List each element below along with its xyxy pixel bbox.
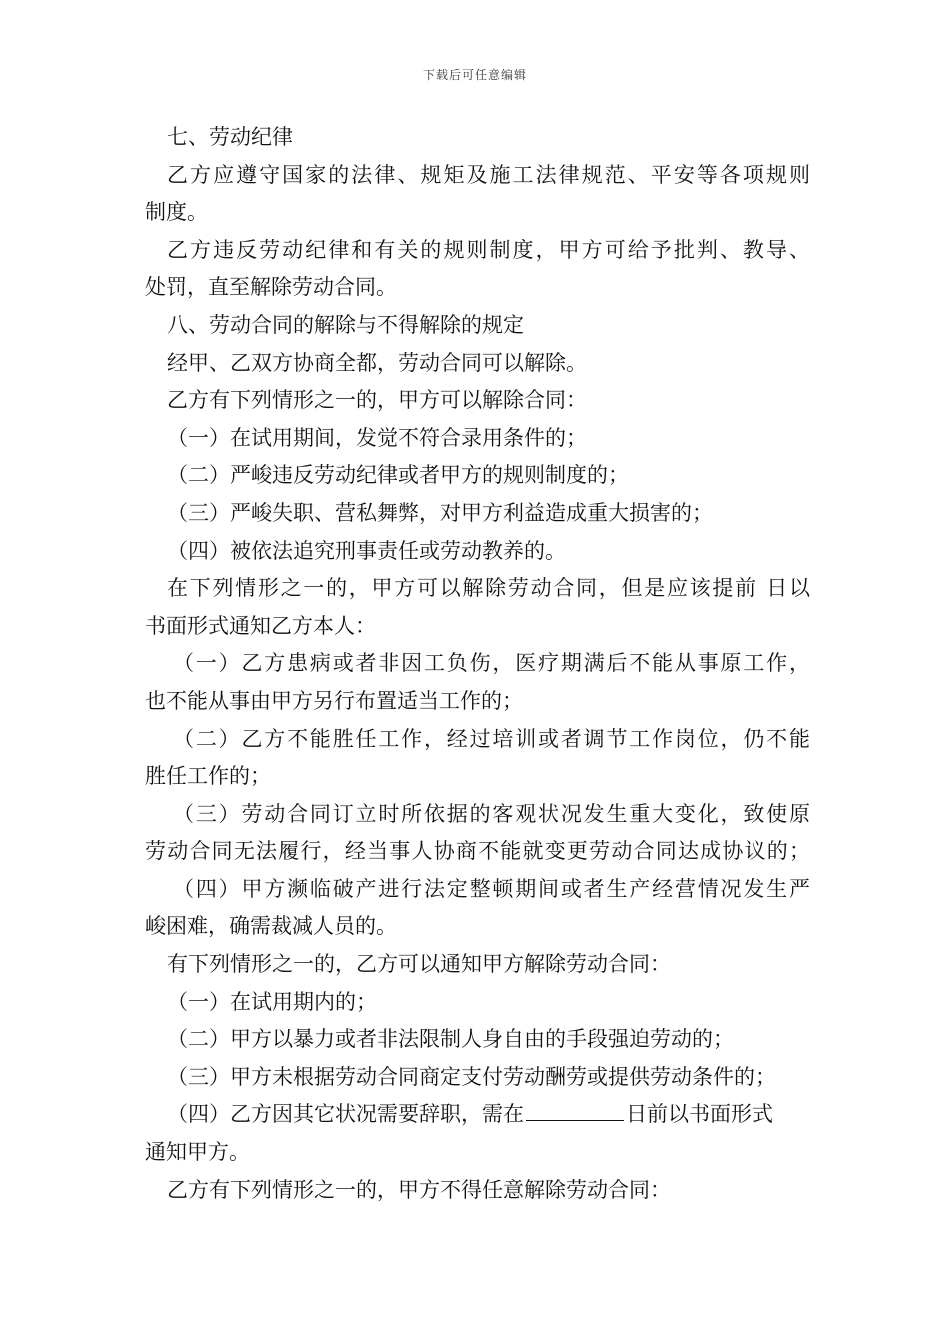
- list-item: （三）劳动合同订立时所依据的客观状况发生重大变化，致使原: [173, 801, 810, 826]
- list-item: （三）甲方未根据劳动合同商定支付劳动酬劳或提供劳动条件的；: [167, 1064, 776, 1089]
- paragraph-line: 乙方违反劳动纪律和有关的规则制度，甲方可给予批判、教导、: [167, 237, 810, 262]
- section-heading-contract-termination: 八、劳动合同的解除与不得解除的规定: [167, 312, 524, 337]
- list-item: （三）严峻失职、营私舞弊，对甲方利益造成重大损害的；: [167, 500, 713, 525]
- list-item: （二）甲方以暴力或者非法限制人身自由的手段强迫劳动的；: [167, 1027, 734, 1052]
- paragraph-line: 制度。: [145, 200, 208, 225]
- paragraph-line: 书面形式通知乙方本人：: [145, 613, 376, 638]
- paragraph-line: 乙方有下列情形之一的，甲方不得任意解除劳动合同：: [167, 1177, 671, 1202]
- paragraph-line: 乙方应遵守国家的法律、规矩及施工法律规范、平安等各项规则: [167, 162, 810, 187]
- list-item: （四）甲方濒临破产进行法定整顿期间或者生产经营情况发生严: [173, 876, 810, 901]
- list-item-continuation: 峻困难，确需裁减人员的。: [145, 914, 397, 939]
- document-body: [145, 120, 810, 1210]
- list-item: （二）严峻违反劳动纪律或者甲方的规则制度的；: [167, 463, 629, 488]
- list-item-continuation: 通知甲方。: [145, 1140, 250, 1165]
- list-item: （一）在试用期内的；: [167, 989, 377, 1014]
- fill-in-blank: [526, 1098, 624, 1121]
- list-item-continuation: 胜任工作的；: [145, 764, 271, 789]
- page-header-note: 下载后可任意编辑: [422, 68, 527, 82]
- list-item: （四）被依法追究刑事责任或劳动教养的。: [167, 538, 566, 563]
- list-item-continuation: 劳动合同无法履行，经当事人协商不能就变更劳动合同达成协议的；: [145, 839, 810, 864]
- list-item: （一）乙方患病或者非因工负伤，医疗期满后不能从事原工作，: [173, 651, 810, 676]
- list-item-text: （四）乙方因其它状况需要辞职，需在: [167, 1102, 524, 1127]
- paragraph-line: 有下列情形之一的，乙方可以通知甲方解除劳动合同：: [167, 952, 671, 977]
- list-item-text: 日前以书面形式: [626, 1102, 773, 1127]
- list-item-with-blank: [145, 1097, 810, 1131]
- list-item-continuation: 也不能从事由甲方另行布置适当工作的；: [145, 688, 523, 713]
- paragraph-line: 乙方有下列情形之一的，甲方可以解除合同：: [167, 388, 587, 413]
- list-item: （二）乙方不能胜任工作，经过培训或者调节工作岗位，仍不能: [173, 726, 810, 751]
- paragraph-line: 在下列情形之一的，甲方可以解除劳动合同，但是应该提前 日以: [167, 576, 810, 601]
- list-item: （一）在试用期间，发觉不符合录用条件的；: [167, 425, 587, 450]
- section-heading-labor-discipline: 七、劳动纪律: [167, 125, 293, 149]
- paragraph-line: 处罚，直至解除劳动合同。: [145, 275, 397, 300]
- paragraph-line: 经甲、乙双方协商全都，劳动合同可以解除。: [167, 350, 587, 375]
